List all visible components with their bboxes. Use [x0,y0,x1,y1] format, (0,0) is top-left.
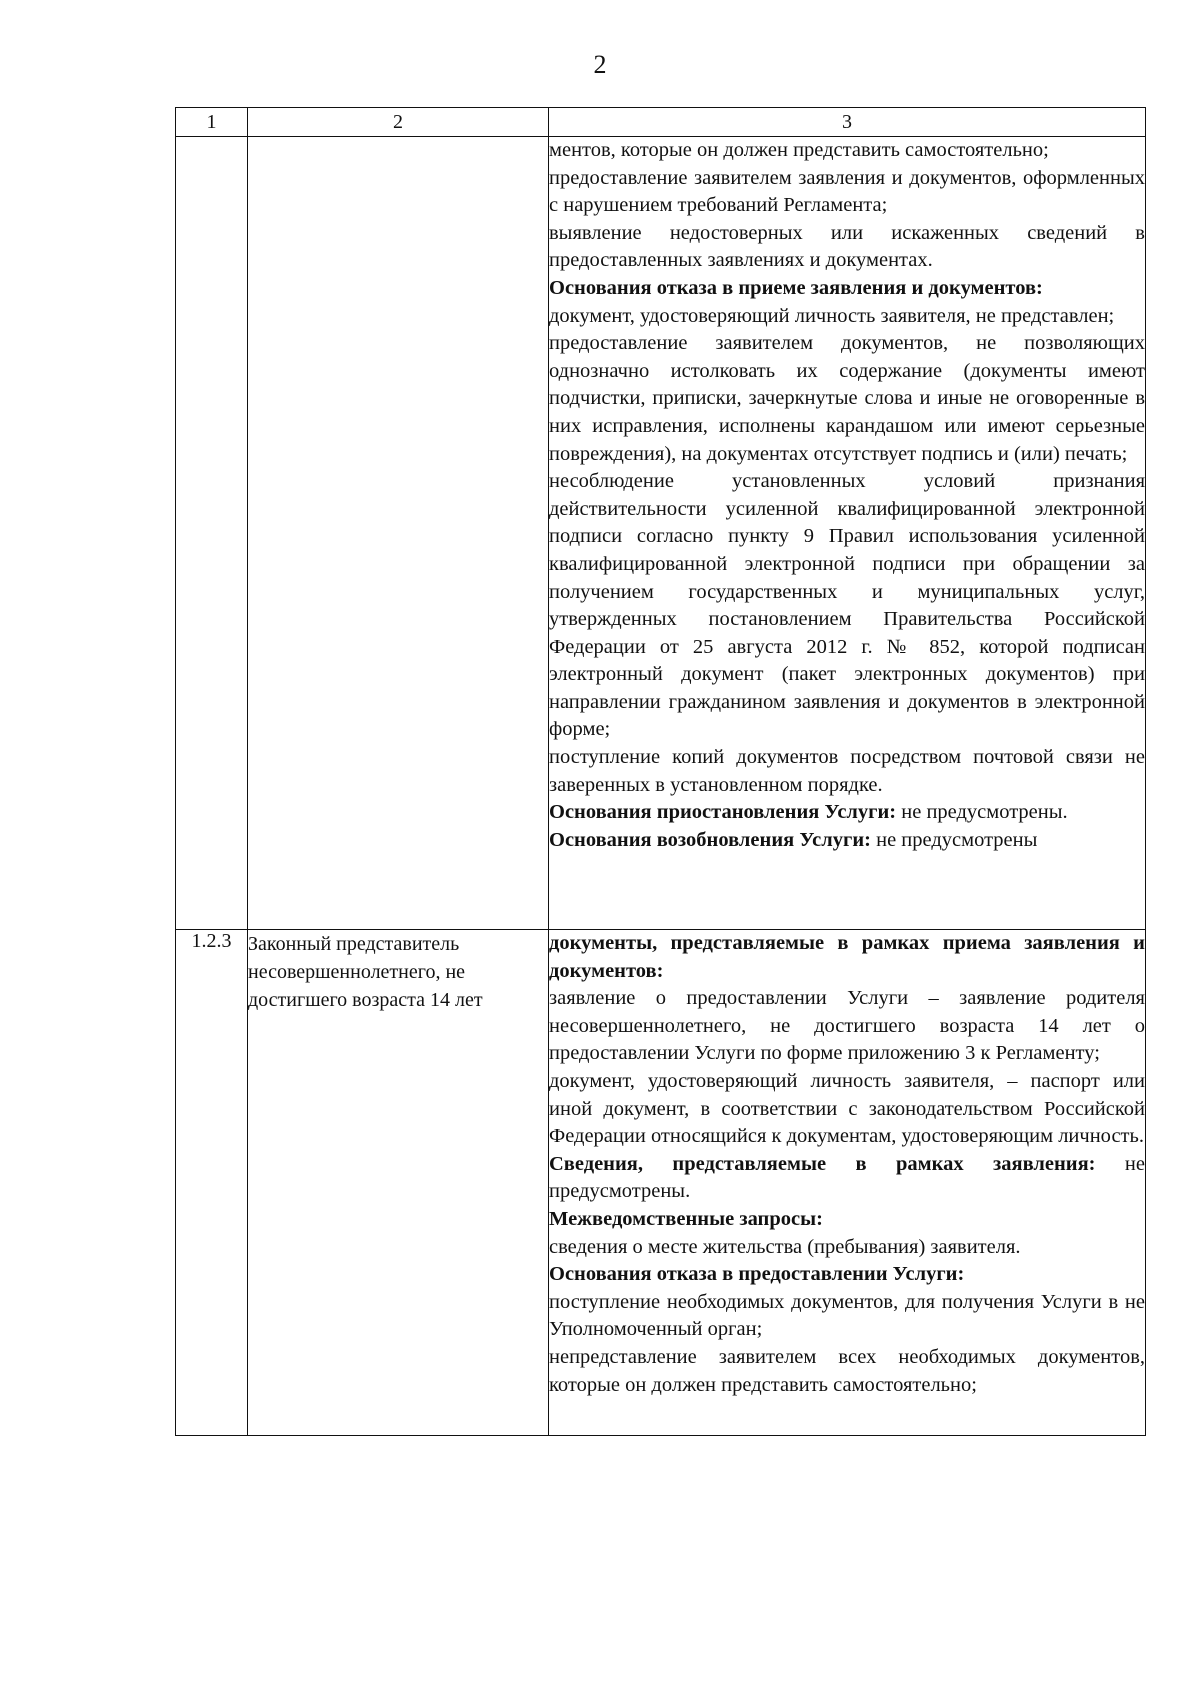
paragraph-text: поступление копий документов посредством почтовой связи не заверенных в установленном порядке. [549,746,1145,796]
applicant-category-cell: Законный представитель несовершеннолетнего, не достигшего возраста 14 лет [248,930,549,1436]
paragraph-text: документ, удостоверяющий личность заявителя, не представлен; [549,304,1115,327]
requirement-paragraph [549,744,1145,799]
paragraph-text: предоставление заявителем заявления и документов, оформленных с нарушением требований Регламента; [549,166,1145,217]
paragraph-text: не предусмотрены. [549,1152,1145,1203]
requirement-paragraph [549,330,1145,468]
paragraph-text: несоблюдение установленных условий признания действительности усиленной квалифицированной электронной подписи согласно пункту 9 Правил использования усиленной квалифицированной электронной подписи при обращении за получением государственных и муниципальных услуг, утвержденных постановлением Правительства Российской Федерации от 25 августа 2012 г. № 852, которой подписан электронный документ (пакет электронных документов) при направлении гражданином заявления и документов в электронной форме; [549,470,1145,741]
paragraph-text: документ, удостоверяющий личность заявителя, – паспорт или иной документ, в соответствии с законодательством Российской Федерации относящийся к документам, удостоверяющим личность. [549,1069,1145,1148]
paragraph-text: не предусмотрены. [896,801,1068,824]
requirements-cell [549,137,1146,930]
requirement-paragraph [549,137,1145,165]
paragraph-text: предоставление заявителем документов, не позволяющих однозначно истолковать их содержание (документы имеют подчистки, приписки, зачеркнутые слова и иные не оговоренные в них исправления, исполнены карандашом или имеют серьезные повреждения), на документах отсутствует подпись и (или) печать; [549,332,1145,465]
paragraph-heading: Основания отказа в предоставлении Услуги: [549,1263,965,1286]
paragraph-text: сведения о месте жительства (пребывания) заявителя. [549,1235,1021,1258]
column-header-3: 3 [549,108,1146,137]
requirement-paragraph [549,303,1145,331]
requirement-paragraph [549,220,1145,275]
requirement-paragraph [549,799,1145,827]
requirement-paragraph [549,1261,1145,1289]
requirement-paragraph [549,985,1145,1068]
paragraph-heading: Основания возобновления Услуги: [549,828,871,851]
table-row [176,137,1146,930]
paragraph-text: ментов, которые он должен представить самостоятельно; [549,139,1049,161]
page-number: 2 [593,50,607,79]
paragraph-text: выявление недостоверных или искаженных сведений в предоставленных заявлениях и документах. [549,221,1145,272]
paragraph-heading: документы, представляемые в рамках приема заявления и документов: [549,932,1145,982]
service-table [175,107,1146,1436]
requirement-paragraph [549,930,1145,985]
column-header-2: 2 [248,108,549,137]
requirement-paragraph [549,1206,1145,1234]
paragraph-text: не предусмотрены [870,828,1038,851]
paragraph-heading: Сведения, представляемые в рамках заявления: [549,1152,1096,1175]
requirement-paragraph [549,275,1145,303]
table-row [176,930,1146,1436]
row-number-cell: 1.2.3 [176,930,248,1436]
paragraph-heading: Межведомственные запросы: [549,1207,823,1230]
paragraph-text: непредставление заявителем всех необходимых документов, которые он должен представить самостоятельно; [549,1345,1145,1396]
requirement-paragraph [549,468,1145,744]
requirement-paragraph [549,1289,1145,1344]
applicant-category-cell [248,137,549,930]
requirement-paragraph [549,1344,1145,1399]
column-header-1: 1 [176,108,248,137]
requirement-paragraph [549,1068,1145,1151]
row-number-cell [176,137,248,930]
requirements-cell [549,930,1146,1436]
table-header-row [176,108,1146,137]
requirement-paragraph [549,827,1145,855]
paragraph-heading: Основания отказа в приеме заявления и документов: [549,276,1043,299]
paragraph-text: поступление необходимых документов, для получения Услуги в не Уполномоченный орган; [549,1290,1145,1341]
requirement-paragraph [549,1151,1145,1206]
requirement-paragraph [549,165,1145,220]
requirement-paragraph [549,1234,1145,1262]
paragraph-heading: Основания приостановления Услуги: [549,801,897,824]
paragraph-text: заявление о предоставлении Услуги – заявление родителя несовершеннолетнего, не достигшего возраста 14 лет о предоставлении Услуги по форме приложению 3 к Регламенту; [549,987,1145,1065]
